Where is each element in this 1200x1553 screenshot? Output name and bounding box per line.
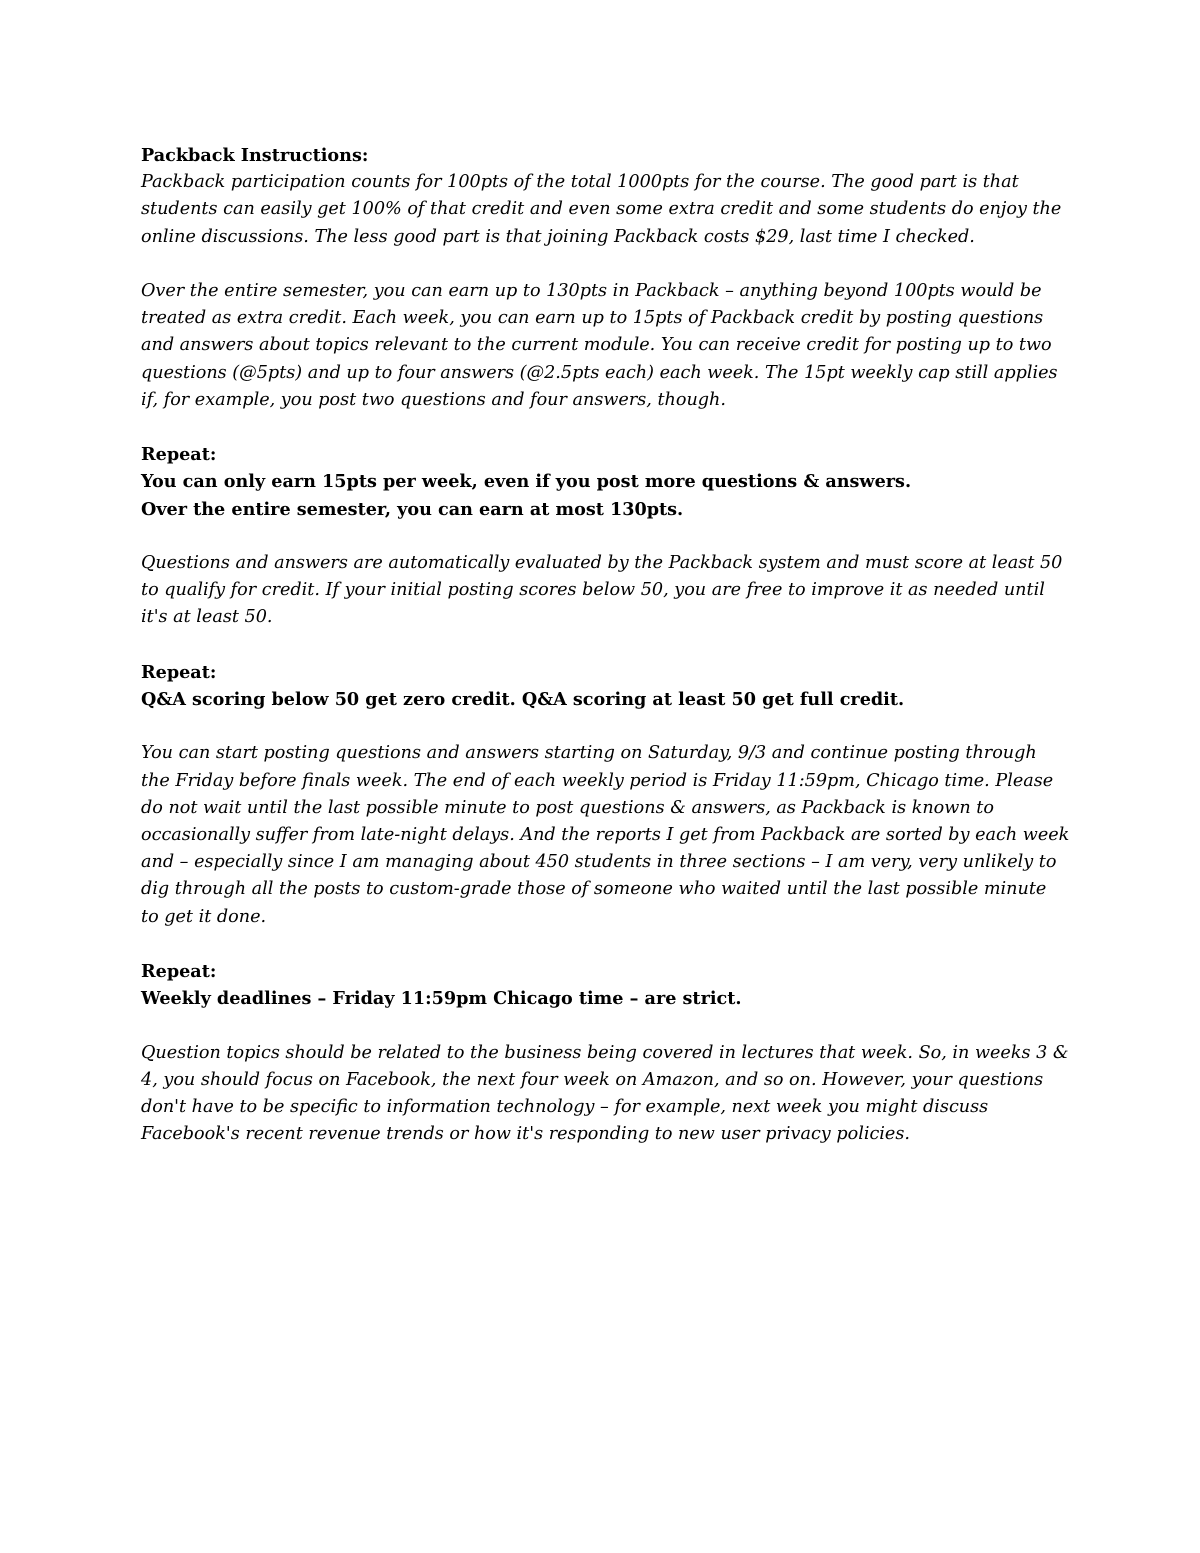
paragraph-line: Facebook's recent revenue trends or how it's responding to new user privacy policies.	[141, 1124, 910, 1145]
paragraph-gap	[141, 251, 1071, 278]
paragraph-gap	[141, 713, 1071, 740]
paragraph-line: don't have to be specific to information technology – for example, next week you might discuss	[141, 1097, 989, 1117]
paragraph-timing	[141, 740, 1071, 930]
paragraph-line: the Friday before finals week. The end of each weekly period is Friday 11:59pm, Chicago time. Please	[141, 770, 1054, 791]
paragraph-gap	[141, 1012, 1071, 1039]
paragraph-line: it's at least 50.	[141, 607, 273, 628]
paragraph-line: Over the entire semester, you can earn up to 130pts in Packback – anything beyond 100pts would be	[141, 281, 1042, 301]
repeat-label: Repeat:	[141, 444, 217, 466]
repeat-line	[141, 985, 1071, 1012]
paragraph-gap	[141, 632, 1071, 659]
paragraph-points	[141, 278, 1071, 414]
repeat-text: You can only earn 15pts per week, even if you post more questions & answers.	[141, 471, 912, 493]
repeat-text: Q&A scoring below 50 get zero credit. Q&A scoring at least 50 get full credit.	[141, 689, 905, 710]
paragraph-intro	[141, 169, 1071, 251]
paragraph-line: to qualify for credit. If your initial posting scores below 50, you are free to improve it as needed until	[141, 580, 1045, 601]
repeat-label: Repeat:	[141, 961, 217, 982]
paragraph-gap	[141, 931, 1071, 958]
paragraph-gap	[141, 523, 1071, 550]
paragraph-line: students can easily get 100% of that credit and even some extra credit and some students do enjoy the	[141, 199, 1062, 220]
paragraph-line: questions (@5pts) and up to four answers (@2.5pts each) each week. The 15pt weekly cap still applies	[141, 362, 1058, 383]
paragraph-line: occasionally suffer from late-night delays. And the reports I get from Packback are sorted by each week	[141, 825, 1070, 845]
paragraph-line: and answers about topics relevant to the current module. You can receive credit for posting up to two	[141, 335, 1052, 356]
repeat-label: Repeat:	[141, 661, 217, 683]
paragraph-gap	[141, 414, 1071, 441]
paragraph-line: dig through all the posts to custom-grade those of someone who waited until the last possible minute	[141, 879, 1047, 900]
repeat-text: Over the entire semester, you can earn at most 130pts.	[141, 498, 684, 520]
paragraph-scoring	[141, 550, 1071, 632]
repeat-line	[141, 468, 1071, 522]
document-title: Packback Instructions:	[141, 145, 369, 166]
paragraph-line: if, for example, you post two questions and four answers, though.	[141, 389, 726, 410]
paragraph-line: 4, you should focus on Facebook, the next four week on Amazon, and so on. However, your questions	[141, 1069, 1044, 1090]
paragraph-topics	[141, 1040, 1071, 1149]
paragraph-line: You can start posting questions and answers starting on Saturday, 9/3 and continue posting through	[141, 743, 1037, 764]
paragraph-line: Questions and answers are automatically evaluated by the Packback system and must score at least 50	[141, 553, 1063, 573]
paragraph-line: online discussions. The less good part is that joining Packback costs $29, last time I checked.	[141, 226, 975, 247]
repeat-line	[141, 686, 1071, 713]
paragraph-line: do not wait until the last possible minute to post questions & answers, as Packback is known to	[141, 797, 994, 818]
paragraph-line: Packback participation counts for 100pts of the total 1000pts for the course. The good part is that	[141, 172, 1019, 193]
paragraph-line: and – especially since I am managing about 450 students in three sections – I am very, very unlikely to	[141, 852, 1057, 873]
paragraph-line: Question topics should be related to the business being covered in lectures that week. So, in weeks 3 &	[141, 1042, 1069, 1063]
paragraph-line: treated as extra credit. Each week, you can earn up to 15pts of Packback credit by posting questions	[141, 308, 1044, 329]
repeat-text: Weekly deadlines – Friday 11:59pm Chicago time – are strict.	[141, 988, 742, 1010]
paragraph-line: to get it done.	[141, 906, 267, 927]
document-page	[141, 142, 1071, 1148]
